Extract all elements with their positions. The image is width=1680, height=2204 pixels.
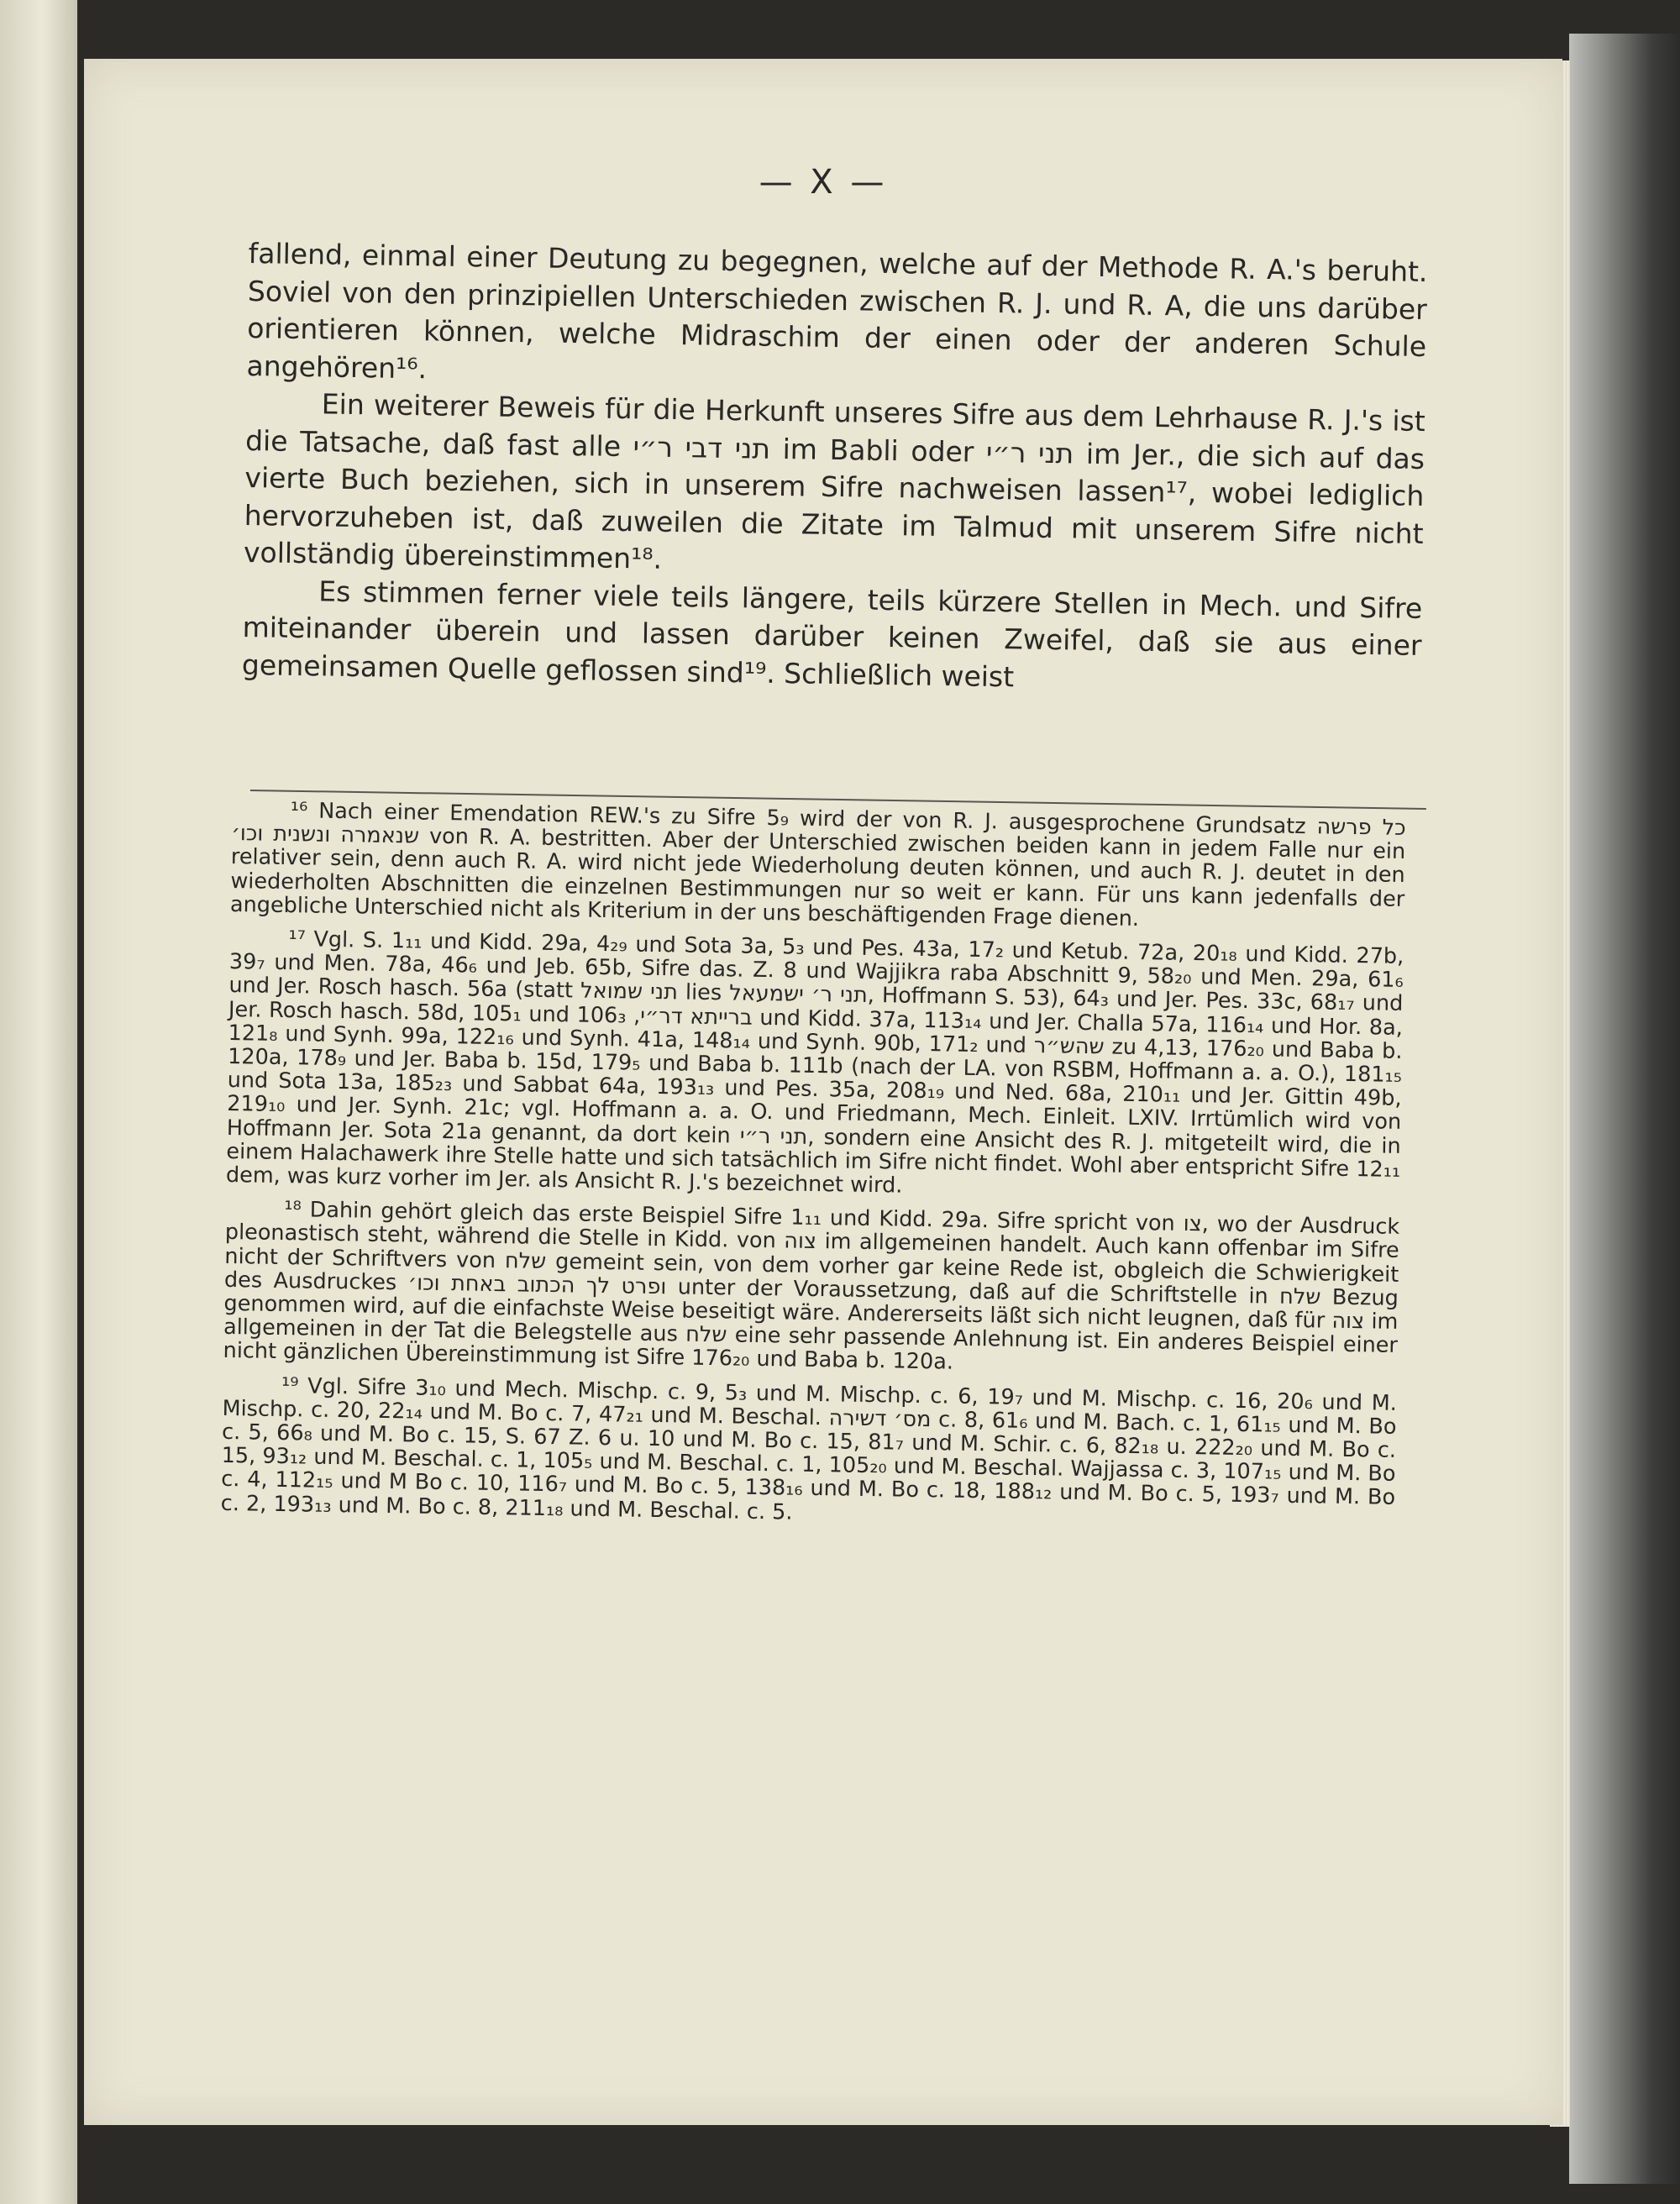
footnote: ¹⁸ Dahin gehört gleich das erste Beispiel Sifre 1₁₁ und Kidd. 29a. Sifre spricht von צו, wo der Ausdruck pleonastisch steht, während die Stelle in Kidd. von צוה im allgemeinen handelt. Auch kann offenbar im Sifre nicht der Schriftvers von שלח gemeint sein, von dem vorher gar keine Rede ist, obgleich die Schwierigkeit des Ausdruckes ופרט לך הכתוב באחת וכו׳ unter der Voraussetzung, daß auf die Schriftstelle in שלח Bezug genommen wird, auf die einfachste Weise beseitigt wäre. Andererseits läßt sich nicht leugnen, daß für צוה im allgemeinen in der Tat die Belegstelle aus שלח eine sehr passende Anlehnung ist. Ein anderes Beispiel einer nicht gänzlichen Übereinstimmung ist Sifre 176₂₀ und Baba b. 120a. <box>223 1197 1400 1376</box>
footnote: ¹⁹ Vgl. Sifre 3₁₀ und Mech. Mischp. c. 9, 5₃ und M. Mischp. c. 6, 19₇ und M. Mischp. c. 16, 20₆ und M. Mischp. c. 20, 22₁₄ und M. Bo c. 7, 47₂₁ und M. Beschal. מס׳ דשירה c. 8, 61₆ und M. Bach. c. 1, 61₁₅ und M. Bo c. 5, 66₈ und M. Bo c. 15, S. 67 Z. 6 u. 10 und M. Bo c. 15, 81₇ und M. Schir. c. 6, 82₁₈ u. 222₂₀ und M. Bo c. 15, 93₁₂ und M. Beschal. c. 1, 105₅ und M. Beschal. c. 1, 105₂₀ und M. Beschal. Wajjassa c. 3, 107₁₅ und M. Bo c. 4, 112₁₅ und M Bo c. 10, 116₇ und M. Bo c. 5, 138₁₆ und M. Bo c. 18, 188₁₂ und M. Bo c. 5, 193₇ und M. Bo c. 2, 193₁₃ und M. Bo c. 8, 211₁₈ und M. Beschal. c. 5. <box>220 1372 1398 1525</box>
book-binding-left <box>0 0 77 2204</box>
page-number: — X — <box>759 163 888 202</box>
book-page <box>84 59 1562 2125</box>
footnotes <box>220 798 1405 1544</box>
paragraph: Ein weiterer Beweis für die Herkunft unseres Sifre aus dem Lehrhause R. J.'s ist die Tatsache, daß fast alle תני דבי ר״י im Babli oder תני ר״י im Jer., die sich auf das vierte Buch beziehen, sich in unserem Sifre nachweisen lassen¹⁷, wobei lediglich hervorzuheben ist, daß zuweilen die Zitate im Talmud mit unserem Sifre nicht vollständig übereinstimmen¹⁸. <box>243 387 1425 575</box>
footnote: ¹⁶ Nach einer Emendation REW.'s zu Sifre 5₉ wird der von R. J. ausgesprochene Grundsatz כל פרשה שנאמרה ונשנית וכו׳ von R. A. bestritten. Aber der Unterschied zwischen beiden kann in jedem Falle nur ein relativer sein, denn auch R. A. wird nicht jede Wiederholung deuten können, und auch R. J. deutet in den wiederholten Abschnitten die einzelnen Bestimmungen nur so weit er kann. Für uns kann jedenfalls der angebliche Unterschied nicht als Kriterium in der uns beschäftigenden Frage dienen. <box>229 798 1406 931</box>
main-text <box>242 235 1428 702</box>
paragraph: Es stimmen ferner viele teils längere, teils kürzere Stellen in Mech. und Sifre miteinander überein und lassen darüber keinen Zweifel, daß sie aus einer gemeinsamen Quelle geflossen sind¹⁹. Schließlich weist <box>241 574 1423 693</box>
paragraph: fallend, einmal einer Deutung zu begegnen, welche auf der Methode R. A.'s beruht. Soviel von den prinzipiellen Unterschieden zwischen R. J. und R. A, die uns darüber orientieren können, welche Midraschim der einen oder der anderen Schule angehören¹⁶. <box>246 236 1428 385</box>
footnote: ¹⁷ Vgl. S. 1₁₁ und Kidd. 29a, 4₂₉ und Sota 3a, 5₃ und Pes. 43a, 17₂ und Ketub. 72a, 20₁₈ und Kidd. 27b, 39₇ und Men. 78a, 46₆ und Jeb. 65b, Sifre das. Z. 8 und Wajjikra raba Abschnitt 9, 58₂₀ und Men. 29a, 61₆ und Jer. Rosch hasch. 56a (statt תני שמואל lies תני ר׳ ישמעאל, Hoffmann S. 53), 64₃ und Jer. Pes. 33c, 68₁₇ und Jer. Rosch hasch. 58d, 105₁ und ברייתא דר״י, 106₃ und Kidd. 37a, 113₁₄ und Jer. Challa 57a, 116₁₄ und Hor. 8a, 121₈ und Synh. 99a, 122₁₆ und Synh. 41a, 148₁₄ und Synh. 90b, 171₂ und שהש״ר zu 4,13, 176₂₀ und Baba b. 120a, 178₉ und Jer. Baba b. 15d, 179₅ und Baba b. 111b (nach der LA. von RSBM, Hoffmann a. a. O.), 181₁₅ und Sota 13a, 185₂₃ und Sabbat 64a, 193₁₃ und Pes. 35a, 208₁₉ und Ned. 68a, 210₁₁ und Jer. Gittin 49b, 219₁₀ und Jer. Synh. 21c; vgl. Hoffmann a. a. O. und Friedmann, Mech. Einleit. LXIV. Irrtümlich wird von Hoffmann Jer. Sota 21a genannt, da dort kein תני ר״י, sondern eine Ansicht des R. J. mitgeteilt wird, die in einem Halachawerk ihre Stelle hatte und sich tatsächlich im Sifre nicht findet. Wohl aber entspricht Sifre 12₁₁ dem, was kurz vorher im Jer. als Ansicht R. J.'s bezeichnet wird. <box>225 926 1404 1199</box>
book-cover-edge <box>1569 34 1680 2184</box>
